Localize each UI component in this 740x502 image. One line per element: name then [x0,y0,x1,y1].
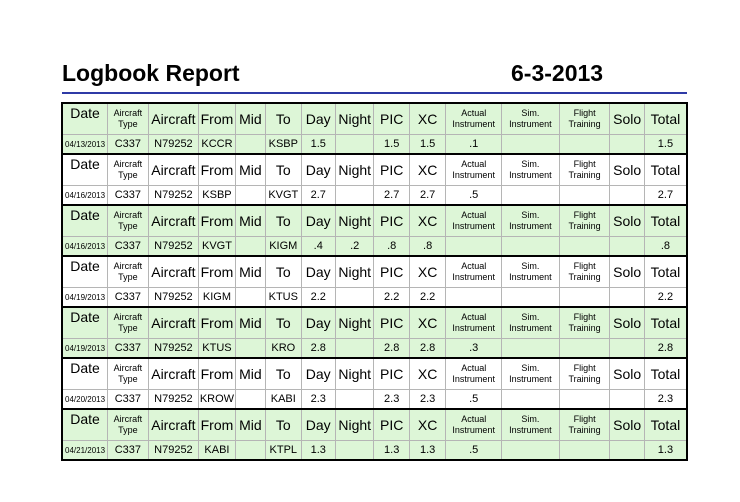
cell-date: 04/20/2013 [62,390,108,410]
cell-total: .8 [644,237,687,257]
header-sim-instrument: Sim. Instrument [502,205,560,237]
header-to: To [266,358,301,390]
cell-flight-training [559,288,610,308]
cell-total: 1.3 [644,441,687,461]
header-xc: XC [409,103,445,135]
cell-aircraft: N79252 [148,441,199,461]
header-solo: Solo [610,358,644,390]
header-pic: PIC [374,307,409,339]
cell-pic: 2.7 [374,186,409,206]
header-night: Night [335,307,373,339]
cell-pic: 1.3 [374,441,409,461]
cell-xc: 2.3 [409,390,445,410]
title-divider [62,92,687,94]
cell-xc: 1.3 [409,441,445,461]
header-aircraft-type: Aircraft Type [108,103,149,135]
header-pic: PIC [374,103,409,135]
header-aircraft-type: Aircraft Type [108,358,149,390]
header-from: From [199,256,235,288]
cell-mid [235,186,265,206]
header-day: Day [301,358,335,390]
cell-aircraft-type: C337 [108,288,149,308]
cell-mid [235,237,265,257]
header-solo: Solo [610,103,644,135]
header-actual-instrument: Actual Instrument [446,358,502,390]
header-from: From [199,103,235,135]
cell-aircraft-type: C337 [108,390,149,410]
cell-xc: 1.5 [409,135,445,155]
header-flight-training: Flight Training [559,154,610,186]
header-pic: PIC [374,154,409,186]
cell-night [335,339,373,359]
cell-aircraft-type: C337 [108,237,149,257]
cell-day: 1.5 [301,135,335,155]
header-actual-instrument: Actual Instrument [446,256,502,288]
header-flight-training: Flight Training [559,358,610,390]
header-sim-instrument: Sim. Instrument [502,154,560,186]
cell-from: KCCR [199,135,235,155]
header-mid: Mid [235,103,265,135]
header-sim-instrument: Sim. Instrument [502,103,560,135]
header-solo: Solo [610,205,644,237]
header-actual-instrument: Actual Instrument [446,205,502,237]
header-aircraft-type: Aircraft Type [108,307,149,339]
header-mid: Mid [235,154,265,186]
entry-data-row [62,441,687,461]
cell-solo [610,390,644,410]
entry-header-row [62,103,687,135]
header-mid: Mid [235,256,265,288]
header-solo: Solo [610,256,644,288]
header-solo: Solo [610,307,644,339]
cell-flight-training [559,441,610,461]
header-sim-instrument: Sim. Instrument [502,256,560,288]
header-xc: XC [409,307,445,339]
header-date: Date [62,358,108,390]
cell-from: KROW [199,390,235,410]
cell-day: 2.3 [301,390,335,410]
cell-from: KTUS [199,339,235,359]
header-from: From [199,358,235,390]
header-to: To [266,307,301,339]
header-to: To [266,154,301,186]
cell-from: KIGM [199,288,235,308]
cell-to: KTPL [266,441,301,461]
header-to: To [266,103,301,135]
cell-aircraft: N79252 [148,186,199,206]
entry-data-row [62,237,687,257]
cell-xc: 2.7 [409,186,445,206]
header-total: Total [644,307,687,339]
header-date: Date [62,409,108,441]
header-sim-instrument: Sim. Instrument [502,307,560,339]
header-day: Day [301,103,335,135]
cell-day: .4 [301,237,335,257]
header-total: Total [644,358,687,390]
header-night: Night [335,103,373,135]
cell-aircraft: N79252 [148,390,199,410]
header-solo: Solo [610,409,644,441]
header-night: Night [335,205,373,237]
cell-total: 2.7 [644,186,687,206]
header-aircraft-type: Aircraft Type [108,256,149,288]
header-flight-training: Flight Training [559,256,610,288]
header-aircraft: Aircraft [148,103,199,135]
cell-from: KVGT [199,237,235,257]
cell-aircraft: N79252 [148,288,199,308]
cell-total: 1.5 [644,135,687,155]
entry-data-row [62,135,687,155]
cell-total: 2.3 [644,390,687,410]
entry-header-row [62,358,687,390]
entry-data-row [62,390,687,410]
header-flight-training: Flight Training [559,205,610,237]
report-date: 6-3-2013 [511,60,604,86]
cell-to: KTUS [266,288,301,308]
cell-solo [610,186,644,206]
entry-header-row [62,307,687,339]
logbook-table [61,102,688,461]
cell-total: 2.8 [644,339,687,359]
cell-day: 2.8 [301,339,335,359]
header-aircraft: Aircraft [148,409,199,441]
cell-night [335,186,373,206]
cell-xc: .8 [409,237,445,257]
cell-actual-instrument [446,237,502,257]
cell-to: KRO [266,339,301,359]
entry-header-row [62,409,687,441]
header-to: To [266,205,301,237]
cell-to: KVGT [266,186,301,206]
cell-from: KABI [199,441,235,461]
cell-xc: 2.8 [409,339,445,359]
cell-mid [235,288,265,308]
header-date: Date [62,154,108,186]
header-night: Night [335,256,373,288]
cell-sim-instrument [502,288,560,308]
cell-pic: 2.2 [374,288,409,308]
header-actual-instrument: Actual Instrument [446,103,502,135]
cell-night [335,288,373,308]
header-actual-instrument: Actual Instrument [446,409,502,441]
cell-sim-instrument [502,390,560,410]
cell-day: 2.7 [301,186,335,206]
header-sim-instrument: Sim. Instrument [502,409,560,441]
cell-flight-training [559,237,610,257]
cell-flight-training [559,135,610,155]
header-date: Date [62,307,108,339]
cell-date: 04/16/2013 [62,237,108,257]
cell-day: 2.2 [301,288,335,308]
cell-date: 04/19/2013 [62,288,108,308]
cell-pic: 2.3 [374,390,409,410]
cell-sim-instrument [502,237,560,257]
cell-solo [610,339,644,359]
header-total: Total [644,154,687,186]
cell-aircraft: N79252 [148,237,199,257]
header-solo: Solo [610,154,644,186]
header-total: Total [644,256,687,288]
header-day: Day [301,256,335,288]
header-night: Night [335,358,373,390]
header-from: From [199,409,235,441]
header-flight-training: Flight Training [559,103,610,135]
cell-actual-instrument [446,288,502,308]
header-total: Total [644,205,687,237]
cell-night [335,135,373,155]
cell-mid [235,339,265,359]
cell-solo [610,135,644,155]
header-xc: XC [409,358,445,390]
cell-xc: 2.2 [409,288,445,308]
cell-solo [610,441,644,461]
header-aircraft: Aircraft [148,256,199,288]
header-day: Day [301,409,335,441]
entry-header-row [62,205,687,237]
cell-date: 04/19/2013 [62,339,108,359]
cell-aircraft-type: C337 [108,135,149,155]
header-pic: PIC [374,256,409,288]
cell-actual-instrument: .5 [446,186,502,206]
cell-aircraft-type: C337 [108,186,149,206]
cell-actual-instrument: .5 [446,390,502,410]
entry-data-row [62,288,687,308]
header-day: Day [301,154,335,186]
cell-actual-instrument: .1 [446,135,502,155]
header-date: Date [62,256,108,288]
cell-mid [235,390,265,410]
cell-mid [235,135,265,155]
header-aircraft-type: Aircraft Type [108,409,149,441]
cell-to: KSBP [266,135,301,155]
cell-to: KIGM [266,237,301,257]
entry-header-row [62,256,687,288]
report-title: Logbook Report [62,60,240,86]
header-pic: PIC [374,358,409,390]
header-to: To [266,409,301,441]
header-aircraft: Aircraft [148,205,199,237]
header-xc: XC [409,256,445,288]
header-aircraft-type: Aircraft Type [108,205,149,237]
cell-solo [610,237,644,257]
header-sim-instrument: Sim. Instrument [502,358,560,390]
header-from: From [199,205,235,237]
cell-night [335,390,373,410]
cell-pic: 1.5 [374,135,409,155]
entry-header-row [62,154,687,186]
header-mid: Mid [235,307,265,339]
header-pic: PIC [374,205,409,237]
cell-night: .2 [335,237,373,257]
cell-aircraft: N79252 [148,339,199,359]
header-day: Day [301,205,335,237]
cell-total: 2.2 [644,288,687,308]
header-aircraft: Aircraft [148,307,199,339]
cell-date: 04/16/2013 [62,186,108,206]
cell-day: 1.3 [301,441,335,461]
cell-night [335,441,373,461]
header-total: Total [644,103,687,135]
header-pic: PIC [374,409,409,441]
cell-flight-training [559,186,610,206]
entry-data-row [62,186,687,206]
header-flight-training: Flight Training [559,409,610,441]
header-flight-training: Flight Training [559,307,610,339]
header-aircraft: Aircraft [148,358,199,390]
header-actual-instrument: Actual Instrument [446,154,502,186]
cell-date: 04/13/2013 [62,135,108,155]
header-mid: Mid [235,409,265,441]
cell-date: 04/21/2013 [62,441,108,461]
header-mid: Mid [235,205,265,237]
header-to: To [266,256,301,288]
header-xc: XC [409,409,445,441]
header-mid: Mid [235,358,265,390]
header-aircraft: Aircraft [148,154,199,186]
header-night: Night [335,154,373,186]
entry-data-row [62,339,687,359]
header-xc: XC [409,205,445,237]
cell-from: KSBP [199,186,235,206]
cell-mid [235,441,265,461]
cell-flight-training [559,339,610,359]
cell-sim-instrument [502,339,560,359]
cell-sim-instrument [502,135,560,155]
header-day: Day [301,307,335,339]
header-from: From [199,154,235,186]
cell-to: KABI [266,390,301,410]
cell-pic: .8 [374,237,409,257]
header-actual-instrument: Actual Instrument [446,307,502,339]
header-from: From [199,307,235,339]
cell-flight-training [559,390,610,410]
cell-aircraft-type: C337 [108,339,149,359]
cell-actual-instrument: .3 [446,339,502,359]
cell-sim-instrument [502,441,560,461]
header-date: Date [62,205,108,237]
cell-pic: 2.8 [374,339,409,359]
cell-aircraft-type: C337 [108,441,149,461]
header-date: Date [62,103,108,135]
header-xc: XC [409,154,445,186]
cell-sim-instrument [502,186,560,206]
header-aircraft-type: Aircraft Type [108,154,149,186]
cell-solo [610,288,644,308]
header-total: Total [644,409,687,441]
cell-actual-instrument: .5 [446,441,502,461]
header-night: Night [335,409,373,441]
cell-aircraft: N79252 [148,135,199,155]
